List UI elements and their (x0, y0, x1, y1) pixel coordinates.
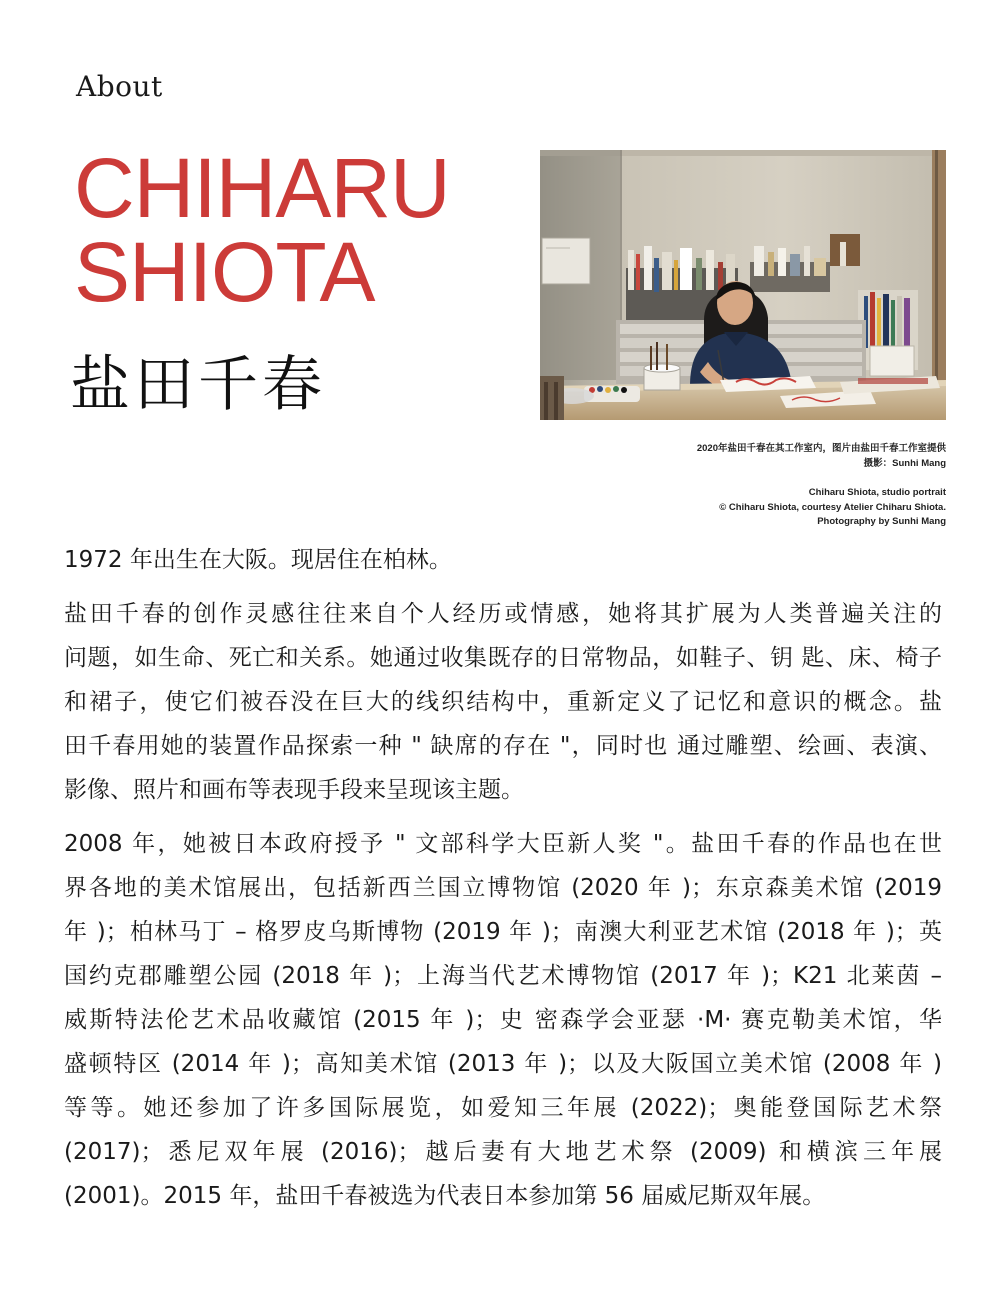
biography (64, 538, 942, 1228)
bio-line: 年 )；柏林马丁 – 格罗皮乌斯博物 (2019 年 )；南澳大利亚艺术馆 (2018 年 )；英 (64, 919, 942, 945)
bio-line: (2017)；悉尼双年展 (2016)；越后妻有大地艺术祭 (2009) 和横滨三年展 (64, 1139, 942, 1165)
bio-line: 等等。她还参加了许多国际展览，如爱知三年展 (2022)；奥能登国际艺术祭 (64, 1095, 942, 1121)
caption-en-line2: © Chiharu Shiota, courtesy Atelier Chiharu Shiota. (719, 501, 946, 513)
bio-line: 问题，如生命、死亡和关系。她通过收集既存的日常物品，如鞋子、钥 匙、床、椅子 (64, 645, 942, 671)
bio-paragraph-birth (64, 538, 942, 582)
bio-line: 和裙子，使它们被吞没在巨大的线织结构中，重新定义了记忆和意识的概念。盐 (64, 689, 942, 715)
artist-name-en-line1: CHIHARU (74, 141, 450, 235)
artist-name-en-line2: SHIOTA (74, 225, 375, 319)
bio-line: 影像、照片和画布等表现手段来呈现该主题。 (64, 777, 524, 803)
artist-portrait-photo (540, 150, 946, 420)
bio-line: 盐田千春的创作灵感往往来自个人经历或情感，她将其扩展为人类普遍关注的 (64, 601, 942, 627)
bio-paragraph-practice (64, 592, 942, 812)
bio-line: 国约克郡雕塑公园 (2018 年 )；上海当代艺术博物馆 (2017 年 )；K21 北莱茵 – (64, 963, 942, 989)
photo-caption-english (526, 486, 946, 530)
bio-line: 田千春用她的装置作品探索一种 " 缺席的存在 "，同时也 通过雕塑、绘画、表演、 (64, 733, 942, 759)
caption-zh-line1: 2020年盐田千春在其工作室内，图片由盐田千春工作室提供 (696, 443, 946, 454)
caption-zh-line2: 摄影：Sunhi Mang (863, 457, 946, 469)
bio-line: 威斯特法伦艺术品收藏馆 (2015 年 )；史 密森学会亚瑟 ·M· 赛克勒美术馆，华 (64, 1007, 942, 1033)
artist-name-english (74, 141, 450, 319)
photo-caption-chinese (526, 442, 946, 471)
caption-en-line1: Chiharu Shiota, studio portrait (808, 487, 946, 498)
artist-name-chinese: 盐田千春 (70, 350, 326, 420)
bio-paragraph-exhibitions (64, 822, 942, 1218)
bio-line: 界各地的美术馆展出，包括新西兰国立博物馆 (2020 年 )；东京森美术馆 (2019 (64, 875, 942, 901)
bio-line: 盛顿特区 (2014 年 )；高知美术馆 (2013 年 )；以及大阪国立美术馆 (2008 年 ) (64, 1051, 942, 1077)
bio-line: (2001)。2015 年，盐田千春被选为代表日本参加第 56 届威尼斯双年展。 (64, 1183, 826, 1209)
section-label: About (76, 70, 163, 103)
bio-line: 1972 年出生在大阪。现居住在柏林。 (64, 547, 452, 573)
bio-line: 2008 年，她被日本政府授予 " 文部科学大臣新人奖 "。盐田千春的作品也在世 (64, 831, 942, 857)
caption-en-line3: Photography by Sunhi Mang (817, 516, 946, 527)
